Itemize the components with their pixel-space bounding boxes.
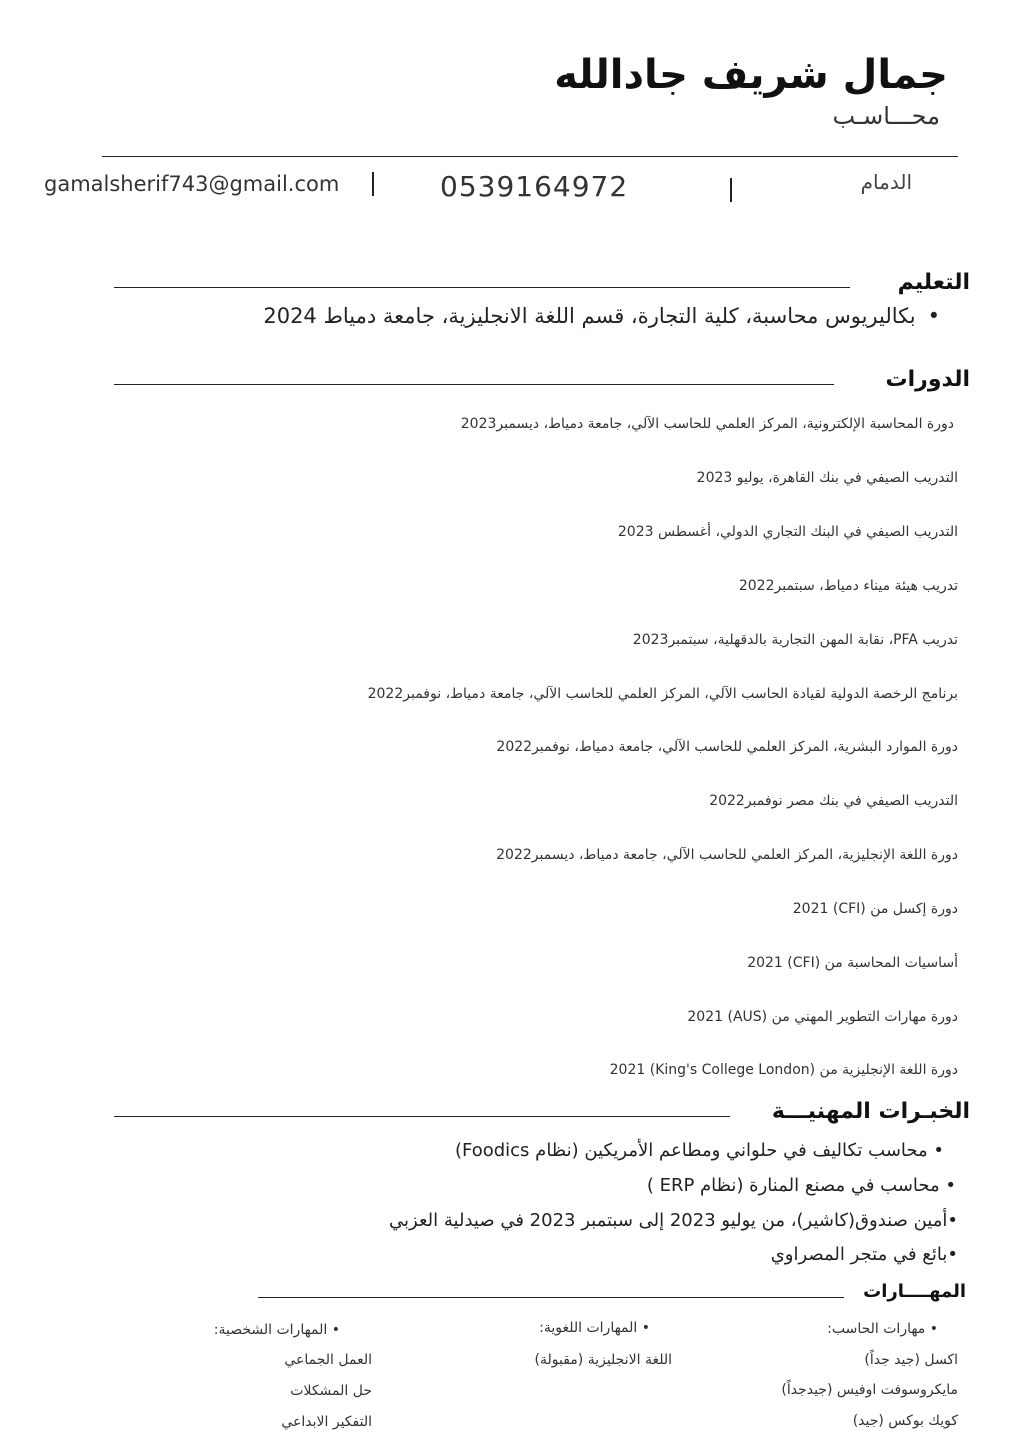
header-divider [102, 156, 958, 157]
course-item: تدريب هيئة ميناء دمياط، سبتمبر2022 [738, 578, 958, 594]
experience-title: الخبـرات المهنيـــة [771, 1099, 970, 1124]
contact-separator [730, 178, 732, 202]
skills-divider [258, 1297, 844, 1298]
skill-item: كويك بوكس (جيد) [852, 1413, 958, 1429]
course-item: التدريب الصيفي في بنك مصر نوفمبر2022 [709, 793, 958, 809]
course-item: دورة المحاسبة الإلكترونية، المركز العلمي للحاسب الآلي، جامعة دمياط، ديسمبر2023 [460, 416, 954, 432]
course-item: أساسيات المحاسبة من (CFI) 2021 [747, 955, 958, 971]
education-item: •بكاليريوس محاسبة، كلية التجارة، قسم اللغة الانجليزية، جامعة دمياط 2024 [263, 304, 940, 328]
experience-item: • محاسب في مصنع المنارة (نظام ERP ) [646, 1175, 956, 1196]
course-item: تدريب PFA، نقابة المهن التجارية بالدقهلية، سبتمبر2023 [632, 632, 958, 648]
courses-divider [114, 384, 834, 385]
job-title: محـــاسـب [832, 102, 940, 130]
course-item: دورة إكسل من (CFI) 2021 [792, 901, 958, 917]
education-title: التعليم [897, 270, 970, 295]
skill-item: اللغة الانجليزية (مقبولة) [534, 1352, 672, 1368]
experience-item: • محاسب تكاليف في حلواني ومطاعم الأمريكين (نظام Foodics) [454, 1140, 944, 1161]
course-item: التدريب الصيفي في البنك التجاري الدولي، أغسطس 2023 [617, 524, 958, 540]
candidate-name: جمال شريف جادالله [554, 52, 948, 98]
course-item: برنامج الرخصة الدولية لقيادة الحاسب الآلي، المركز العلمي للحاسب الآلي، جامعة دمياط، نوفمبر2022 [367, 686, 958, 702]
phone-number: 0539164972 [440, 170, 629, 203]
city: الدمام [860, 170, 912, 194]
course-item: التدريب الصيفي في بنك القاهرة، يوليو 2023 [696, 470, 958, 486]
experience-divider [114, 1116, 730, 1117]
experience-item: •أمين صندوق(كاشير)، من يوليو 2023 إلى سبتمبر 2023 في صيدلية العزبي [389, 1210, 958, 1231]
course-item: دورة مهارات التطوير المهني من (AUS) 2021 [687, 1009, 958, 1025]
skill-item: مايكروسوفت اوفيس (جيدجداً) [781, 1382, 958, 1398]
language-skills-heading: • المهارات اللغوية: [539, 1320, 650, 1336]
personal-skills-heading: • المهارات الشخصية: [213, 1322, 340, 1338]
email-address: gamalsherif743@gmail.com [44, 172, 340, 196]
skill-item: حل المشكلات [290, 1383, 372, 1399]
education-divider [114, 287, 850, 288]
skills-title: المهــــارات [863, 1281, 966, 1302]
courses-title: الدورات [885, 367, 970, 392]
contact-separator [372, 172, 374, 196]
bullet: • [927, 304, 940, 328]
skill-item: العمل الجماعي [284, 1352, 372, 1368]
skill-item: اكسل (جيد جداً) [864, 1352, 958, 1368]
experience-item: •بائع في متجر المصراوي [770, 1244, 958, 1265]
computer-skills-heading: • مهارات الحاسب: [827, 1321, 938, 1337]
course-item: دورة اللغة الإنجليزية من (King's College London) 2021 [609, 1062, 958, 1078]
course-item: دورة اللغة الإنجليزية، المركز العلمي للحاسب الآلي، جامعة دمياط، ديسمبر2022 [496, 847, 958, 863]
skill-item: التفكير الابداعي [281, 1414, 372, 1430]
course-item: دورة الموارد البشرية، المركز العلمي للحاسب الآلي، جامعة دمياط، نوفمبر2022 [496, 739, 958, 755]
